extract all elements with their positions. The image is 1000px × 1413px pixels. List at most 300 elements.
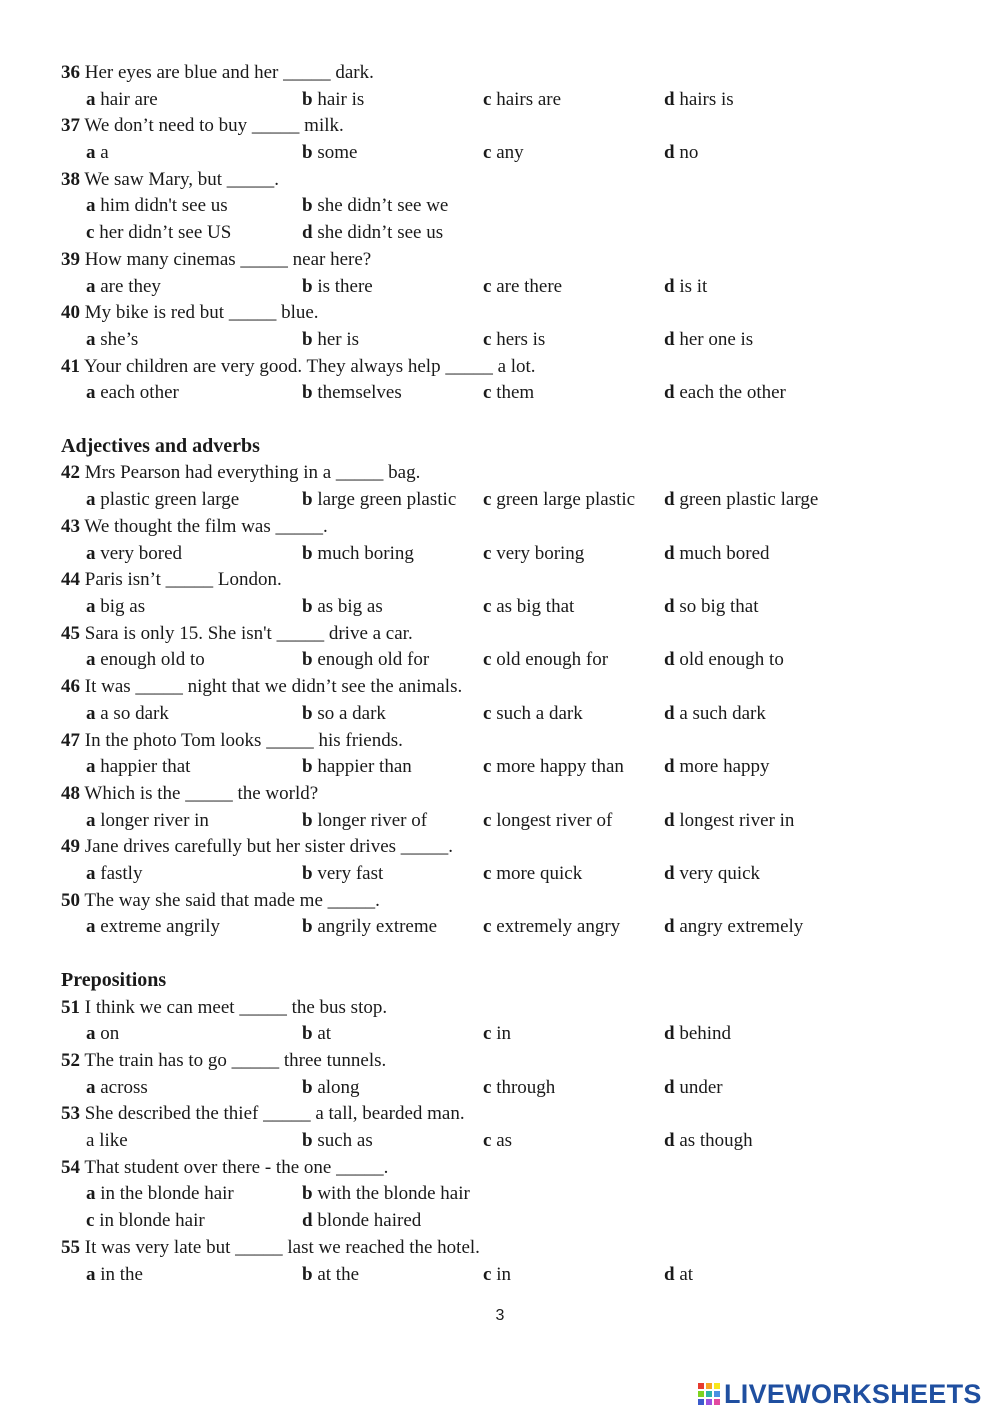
answer-option-b[interactable] (302, 192, 448, 219)
option-text: much boring (317, 543, 414, 564)
option-letter: b (302, 756, 313, 777)
answer-options-row (0, 1261, 1000, 1288)
question-number: 39 (61, 249, 80, 270)
answer-option-a[interactable] (86, 139, 109, 166)
question-number: 50 (61, 890, 80, 911)
question-number: 36 (61, 62, 80, 83)
answer-option-b[interactable] (302, 1180, 470, 1207)
option-text: under (679, 1077, 723, 1098)
answer-option-c[interactable] (483, 1074, 555, 1101)
option-text: more happy than (496, 756, 624, 777)
option-text: more quick (496, 863, 583, 884)
question-46 (61, 673, 462, 700)
option-text: him didn't see us (100, 195, 228, 216)
option-letter: d (664, 596, 675, 617)
answer-options-row (0, 379, 1000, 406)
question-54 (61, 1154, 388, 1181)
answer-option-c[interactable] (483, 700, 583, 727)
option-letter: b (302, 142, 313, 163)
option-text: as (496, 1130, 513, 1151)
option-letter: a (86, 756, 96, 777)
option-text: across (100, 1077, 148, 1098)
question-text: Sara is only 15. She isn't _____ drive a car. (84, 623, 413, 644)
option-letter: b (302, 863, 313, 884)
question-number: 54 (61, 1157, 80, 1178)
answer-option-d[interactable] (302, 219, 443, 246)
option-letter: b (302, 489, 313, 510)
answer-option-d[interactable] (664, 139, 698, 166)
option-text: happier than (317, 756, 412, 777)
option-letter: b (302, 1183, 313, 1204)
option-letter: a (86, 89, 96, 110)
option-text: she didn’t see we (317, 195, 449, 216)
option-text: are they (100, 276, 161, 297)
question-44 (61, 566, 282, 593)
answer-option-b[interactable] (302, 540, 414, 567)
option-text: as big that (496, 596, 575, 617)
answer-options-row (0, 646, 1000, 673)
answer-option-c[interactable] (483, 86, 561, 113)
answer-option-d[interactable] (664, 860, 760, 887)
option-text: such as (317, 1130, 373, 1151)
question-41 (61, 353, 536, 380)
option-text: much bored (679, 543, 770, 564)
option-text: through (496, 1077, 556, 1098)
option-letter: c (483, 1023, 492, 1044)
option-text: happier that (100, 756, 191, 777)
question-number: 43 (61, 516, 80, 537)
option-text: in the (100, 1264, 143, 1285)
answer-option-a[interactable] (86, 273, 161, 300)
option-text: in (496, 1023, 511, 1044)
answer-option-a[interactable] (86, 1020, 119, 1047)
question-text: Which is the _____ the world? (84, 783, 319, 804)
option-text: her is (317, 329, 360, 350)
option-text: behind (679, 1023, 732, 1044)
question-number: 49 (61, 836, 80, 857)
option-letter: c (86, 1210, 95, 1231)
option-letter: b (302, 329, 313, 350)
option-text: hairs is (679, 89, 734, 110)
option-letter: c (483, 543, 492, 564)
answer-options-row (0, 807, 1000, 834)
answer-option-c[interactable] (483, 860, 582, 887)
question-number: 38 (61, 169, 80, 190)
option-letter: d (664, 649, 675, 670)
option-text: like (99, 1130, 128, 1151)
answer-option-c[interactable] (483, 807, 612, 834)
option-letter: b (302, 916, 313, 937)
answer-option-b[interactable] (302, 593, 383, 620)
option-letter: b (302, 1023, 313, 1044)
option-letter: a (86, 1077, 96, 1098)
option-text: at the (317, 1264, 360, 1285)
answer-options-row (0, 1074, 1000, 1101)
option-text: longer river in (100, 810, 209, 831)
option-letter: c (483, 1077, 492, 1098)
question-number: 42 (61, 462, 80, 483)
question-text: Jane drives carefully but her sister drives _____. (84, 836, 454, 857)
answer-option-d[interactable] (664, 540, 770, 567)
answer-option-d[interactable] (664, 700, 766, 727)
option-letter: b (302, 596, 313, 617)
option-text: on (100, 1023, 120, 1044)
option-letter: d (664, 916, 675, 937)
answer-options-row (0, 753, 1000, 780)
option-text: old enough for (496, 649, 609, 670)
option-letter: d (664, 1130, 675, 1151)
answer-option-c[interactable] (483, 486, 635, 513)
question-number: 48 (61, 783, 80, 804)
option-text: any (496, 142, 524, 163)
question-text: It was very late but _____ last we reached the hotel. (84, 1237, 480, 1258)
option-letter: a (86, 810, 96, 831)
option-text: with the blonde hair (317, 1183, 470, 1204)
option-letter: a (86, 1264, 96, 1285)
answer-options-row (0, 1127, 1000, 1154)
liveworksheets-logo-icon (697, 1382, 721, 1406)
question-text: That student over there - the one _____. (84, 1157, 389, 1178)
option-text: them (496, 382, 535, 403)
option-text: hairs are (496, 89, 562, 110)
question-text: We thought the film was _____. (84, 516, 328, 537)
question-number: 55 (61, 1237, 80, 1258)
option-letter: a (86, 703, 96, 724)
section-heading: Adjectives and adverbs (61, 435, 260, 457)
option-letter: a (86, 916, 96, 937)
option-letter: a (86, 489, 96, 510)
option-text: in (496, 1264, 511, 1285)
option-letter: c (483, 916, 492, 937)
liveworksheets-brand-text: LIVEWORKSHEETS (724, 1378, 982, 1409)
answer-option-d[interactable] (664, 86, 734, 113)
question-number: 53 (61, 1103, 80, 1124)
option-letter: c (483, 89, 492, 110)
option-letter: a (86, 596, 96, 617)
option-letter: c (483, 142, 492, 163)
option-text: so big that (679, 596, 759, 617)
answer-option-b[interactable] (302, 379, 402, 406)
answer-option-b[interactable] (302, 1074, 360, 1101)
option-text: in the blonde hair (100, 1183, 234, 1204)
option-letter: c (483, 810, 492, 831)
answer-option-c[interactable] (483, 1261, 511, 1288)
question-43 (61, 513, 328, 540)
option-letter: c (86, 222, 95, 243)
question-53 (61, 1100, 465, 1127)
option-text: blonde haired (317, 1210, 422, 1231)
answer-option-c[interactable] (483, 326, 545, 353)
answer-option-c[interactable] (483, 646, 608, 673)
answer-option-a[interactable] (86, 860, 142, 887)
answer-option-d[interactable] (664, 326, 753, 353)
answer-option-d[interactable] (664, 379, 786, 406)
option-letter: d (664, 756, 675, 777)
option-text: is it (679, 276, 708, 297)
answer-option-b[interactable] (302, 646, 429, 673)
answer-option-b[interactable] (302, 753, 412, 780)
option-text: longest river of (496, 810, 613, 831)
option-letter: a (86, 1183, 96, 1204)
question-number: 47 (61, 730, 80, 751)
answer-option-b[interactable] (302, 1127, 373, 1154)
answer-options-row (0, 486, 1000, 513)
question-number: 44 (61, 569, 80, 590)
answer-option-d[interactable] (664, 486, 818, 513)
answer-option-a[interactable] (86, 1127, 128, 1154)
answer-option-d[interactable] (664, 273, 707, 300)
option-text: her didn’t see US (99, 222, 232, 243)
option-text: as though (679, 1130, 753, 1151)
question-text: The train has to go _____ three tunnels. (84, 1050, 387, 1071)
option-letter: c (483, 596, 492, 617)
option-text: each the other (679, 382, 786, 403)
answer-option-a[interactable] (86, 753, 190, 780)
answer-option-a[interactable] (86, 1074, 148, 1101)
option-text: themselves (317, 382, 402, 403)
option-text: big as (100, 596, 146, 617)
question-47 (61, 727, 403, 754)
question-51 (61, 994, 387, 1021)
question-number: 45 (61, 623, 80, 644)
option-letter: b (302, 1077, 313, 1098)
answer-options-row (0, 540, 1000, 567)
answer-option-b[interactable] (302, 913, 437, 940)
question-52 (61, 1047, 386, 1074)
option-text: very boring (496, 543, 585, 564)
option-letter: b (302, 810, 313, 831)
answer-option-d[interactable] (664, 1261, 693, 1288)
option-letter: d (664, 382, 675, 403)
answer-option-b[interactable] (302, 1020, 331, 1047)
option-text: some (317, 142, 358, 163)
option-letter: d (664, 142, 675, 163)
answer-option-b[interactable] (302, 486, 456, 513)
answer-option-d[interactable] (664, 1127, 753, 1154)
question-45 (61, 620, 413, 647)
answer-option-b[interactable] (302, 1261, 359, 1288)
answer-option-c[interactable] (483, 379, 534, 406)
option-letter: c (483, 382, 492, 403)
option-letter: c (483, 489, 492, 510)
question-37 (61, 112, 344, 139)
option-letter: d (664, 1264, 675, 1285)
question-number: 51 (61, 997, 80, 1018)
answer-option-b[interactable] (302, 273, 373, 300)
option-text: more happy (679, 756, 770, 777)
answer-options-row (0, 1180, 1000, 1207)
answer-options-row (0, 86, 1000, 113)
option-text: a (100, 142, 109, 163)
answer-option-c[interactable] (483, 1020, 511, 1047)
question-text: How many cinemas _____ near here? (84, 249, 372, 270)
answer-option-a[interactable] (86, 379, 179, 406)
answer-option-d[interactable] (664, 646, 784, 673)
question-text: I think we can meet _____ the bus stop. (84, 997, 388, 1018)
section-heading: Prepositions (61, 969, 167, 991)
option-text: longest river in (679, 810, 795, 831)
option-letter: d (664, 489, 675, 510)
option-letter: a (86, 863, 96, 884)
option-text: such a dark (496, 703, 583, 724)
answer-option-c[interactable] (483, 1127, 512, 1154)
answer-option-a[interactable] (86, 646, 205, 673)
option-letter: a (86, 1130, 95, 1151)
answer-option-b[interactable] (302, 86, 364, 113)
answer-options-row (0, 1020, 1000, 1047)
answer-option-d[interactable] (664, 1020, 731, 1047)
option-text: green plastic large (679, 489, 819, 510)
option-letter: d (664, 1023, 675, 1044)
answer-option-b[interactable] (302, 807, 427, 834)
answer-options-row (0, 192, 1000, 219)
question-number: 40 (61, 302, 80, 323)
answer-options-row (0, 219, 1000, 246)
answer-options-row (0, 860, 1000, 887)
option-text: a so dark (100, 703, 169, 724)
answer-options-row (0, 273, 1000, 300)
question-text: The way she said that made me _____. (84, 890, 380, 911)
answer-options-row (0, 700, 1000, 727)
option-text: old enough to (679, 649, 784, 670)
option-text: in blonde hair (99, 1210, 205, 1231)
option-letter: d (664, 543, 675, 564)
option-text: no (679, 142, 699, 163)
question-48 (61, 780, 318, 807)
answer-option-d[interactable] (664, 593, 759, 620)
option-letter: b (302, 1130, 313, 1151)
option-letter: c (483, 863, 492, 884)
option-letter: a (86, 382, 96, 403)
answer-option-c[interactable] (483, 593, 574, 620)
question-number: 52 (61, 1050, 80, 1071)
option-text: a such dark (679, 703, 766, 724)
answer-option-a[interactable] (86, 1261, 143, 1288)
answer-option-c[interactable] (483, 540, 584, 567)
answer-option-d[interactable] (664, 913, 803, 940)
answer-option-a[interactable] (86, 593, 145, 620)
option-letter: d (664, 276, 675, 297)
question-number: 41 (61, 356, 80, 377)
answer-option-c[interactable] (86, 1207, 205, 1234)
option-letter: b (302, 195, 313, 216)
answer-option-a[interactable] (86, 1180, 234, 1207)
option-letter: b (302, 382, 313, 403)
question-text: She described the thief _____ a tall, bearded man. (84, 1103, 465, 1124)
question-42 (61, 459, 420, 486)
option-text: enough old for (317, 649, 430, 670)
answer-option-c[interactable] (483, 273, 562, 300)
option-text: each other (100, 382, 179, 403)
answer-option-c[interactable] (483, 139, 524, 166)
question-text: Paris isn’t _____ London. (84, 569, 282, 590)
question-text: Her eyes are blue and her _____ dark. (84, 62, 374, 83)
question-50 (61, 887, 380, 914)
answer-option-d[interactable] (664, 1074, 723, 1101)
question-text: Your children are very good. They always help _____ a lot. (84, 356, 536, 377)
question-text: We don’t need to buy _____ milk. (84, 115, 344, 136)
option-text: at (317, 1023, 332, 1044)
option-text: her one is (679, 329, 754, 350)
answer-option-a[interactable] (86, 326, 138, 353)
option-letter: d (664, 89, 675, 110)
option-letter: a (86, 195, 96, 216)
option-letter: a (86, 543, 96, 564)
question-39 (61, 246, 371, 273)
option-text: very quick (679, 863, 761, 884)
option-letter: c (483, 276, 492, 297)
option-text: she didn’t see us (317, 222, 444, 243)
answer-option-a[interactable] (86, 700, 169, 727)
answer-options-row (0, 593, 1000, 620)
answer-option-b[interactable] (302, 139, 357, 166)
answer-option-d[interactable] (664, 753, 770, 780)
answer-option-c[interactable] (483, 913, 620, 940)
option-text: green large plastic (496, 489, 636, 510)
answer-option-a[interactable] (86, 540, 182, 567)
option-text: fastly (100, 863, 143, 884)
answer-options-row (0, 1207, 1000, 1234)
answer-options-row (0, 326, 1000, 353)
option-letter: c (483, 1130, 492, 1151)
option-text: plastic green large (100, 489, 240, 510)
answer-option-b[interactable] (302, 326, 359, 353)
answer-option-d[interactable] (302, 1207, 421, 1234)
question-text: It was _____ night that we didn’t see the animals. (84, 676, 463, 697)
answer-option-a[interactable] (86, 913, 220, 940)
answer-option-c[interactable] (483, 753, 624, 780)
question-text: We saw Mary, but _____. (84, 169, 280, 190)
answer-option-c[interactable] (86, 219, 231, 246)
option-text: enough old to (100, 649, 205, 670)
option-letter: b (302, 89, 313, 110)
option-letter: d (302, 222, 313, 243)
question-text: Mrs Pearson had everything in a _____ bag. (84, 462, 421, 483)
option-text: hair are (100, 89, 158, 110)
answer-option-a[interactable] (86, 807, 209, 834)
option-letter: c (483, 756, 492, 777)
option-text: longer river of (317, 810, 428, 831)
option-letter: b (302, 1264, 313, 1285)
option-letter: a (86, 329, 96, 350)
answer-option-a[interactable] (86, 86, 158, 113)
question-text: In the photo Tom looks _____ his friends. (84, 730, 403, 751)
option-letter: c (483, 649, 492, 670)
option-letter: a (86, 649, 96, 670)
option-letter: c (483, 703, 492, 724)
option-text: are there (496, 276, 563, 297)
option-letter: d (664, 703, 675, 724)
answer-option-b[interactable] (302, 700, 386, 727)
option-text: extremely angry (496, 916, 621, 937)
answer-options-row (0, 913, 1000, 940)
option-letter: b (302, 276, 313, 297)
answer-option-a[interactable] (86, 192, 228, 219)
option-text: is there (317, 276, 373, 297)
option-letter: d (664, 1077, 675, 1098)
question-55 (61, 1234, 480, 1261)
option-letter: d (664, 863, 675, 884)
option-letter: d (664, 329, 675, 350)
option-text: at (679, 1264, 694, 1285)
option-text: hers is (496, 329, 546, 350)
answer-option-b[interactable] (302, 860, 383, 887)
option-text: very bored (100, 543, 183, 564)
answer-option-a[interactable] (86, 486, 239, 513)
answer-option-d[interactable] (664, 807, 794, 834)
option-letter: d (664, 810, 675, 831)
option-text: so a dark (317, 703, 386, 724)
